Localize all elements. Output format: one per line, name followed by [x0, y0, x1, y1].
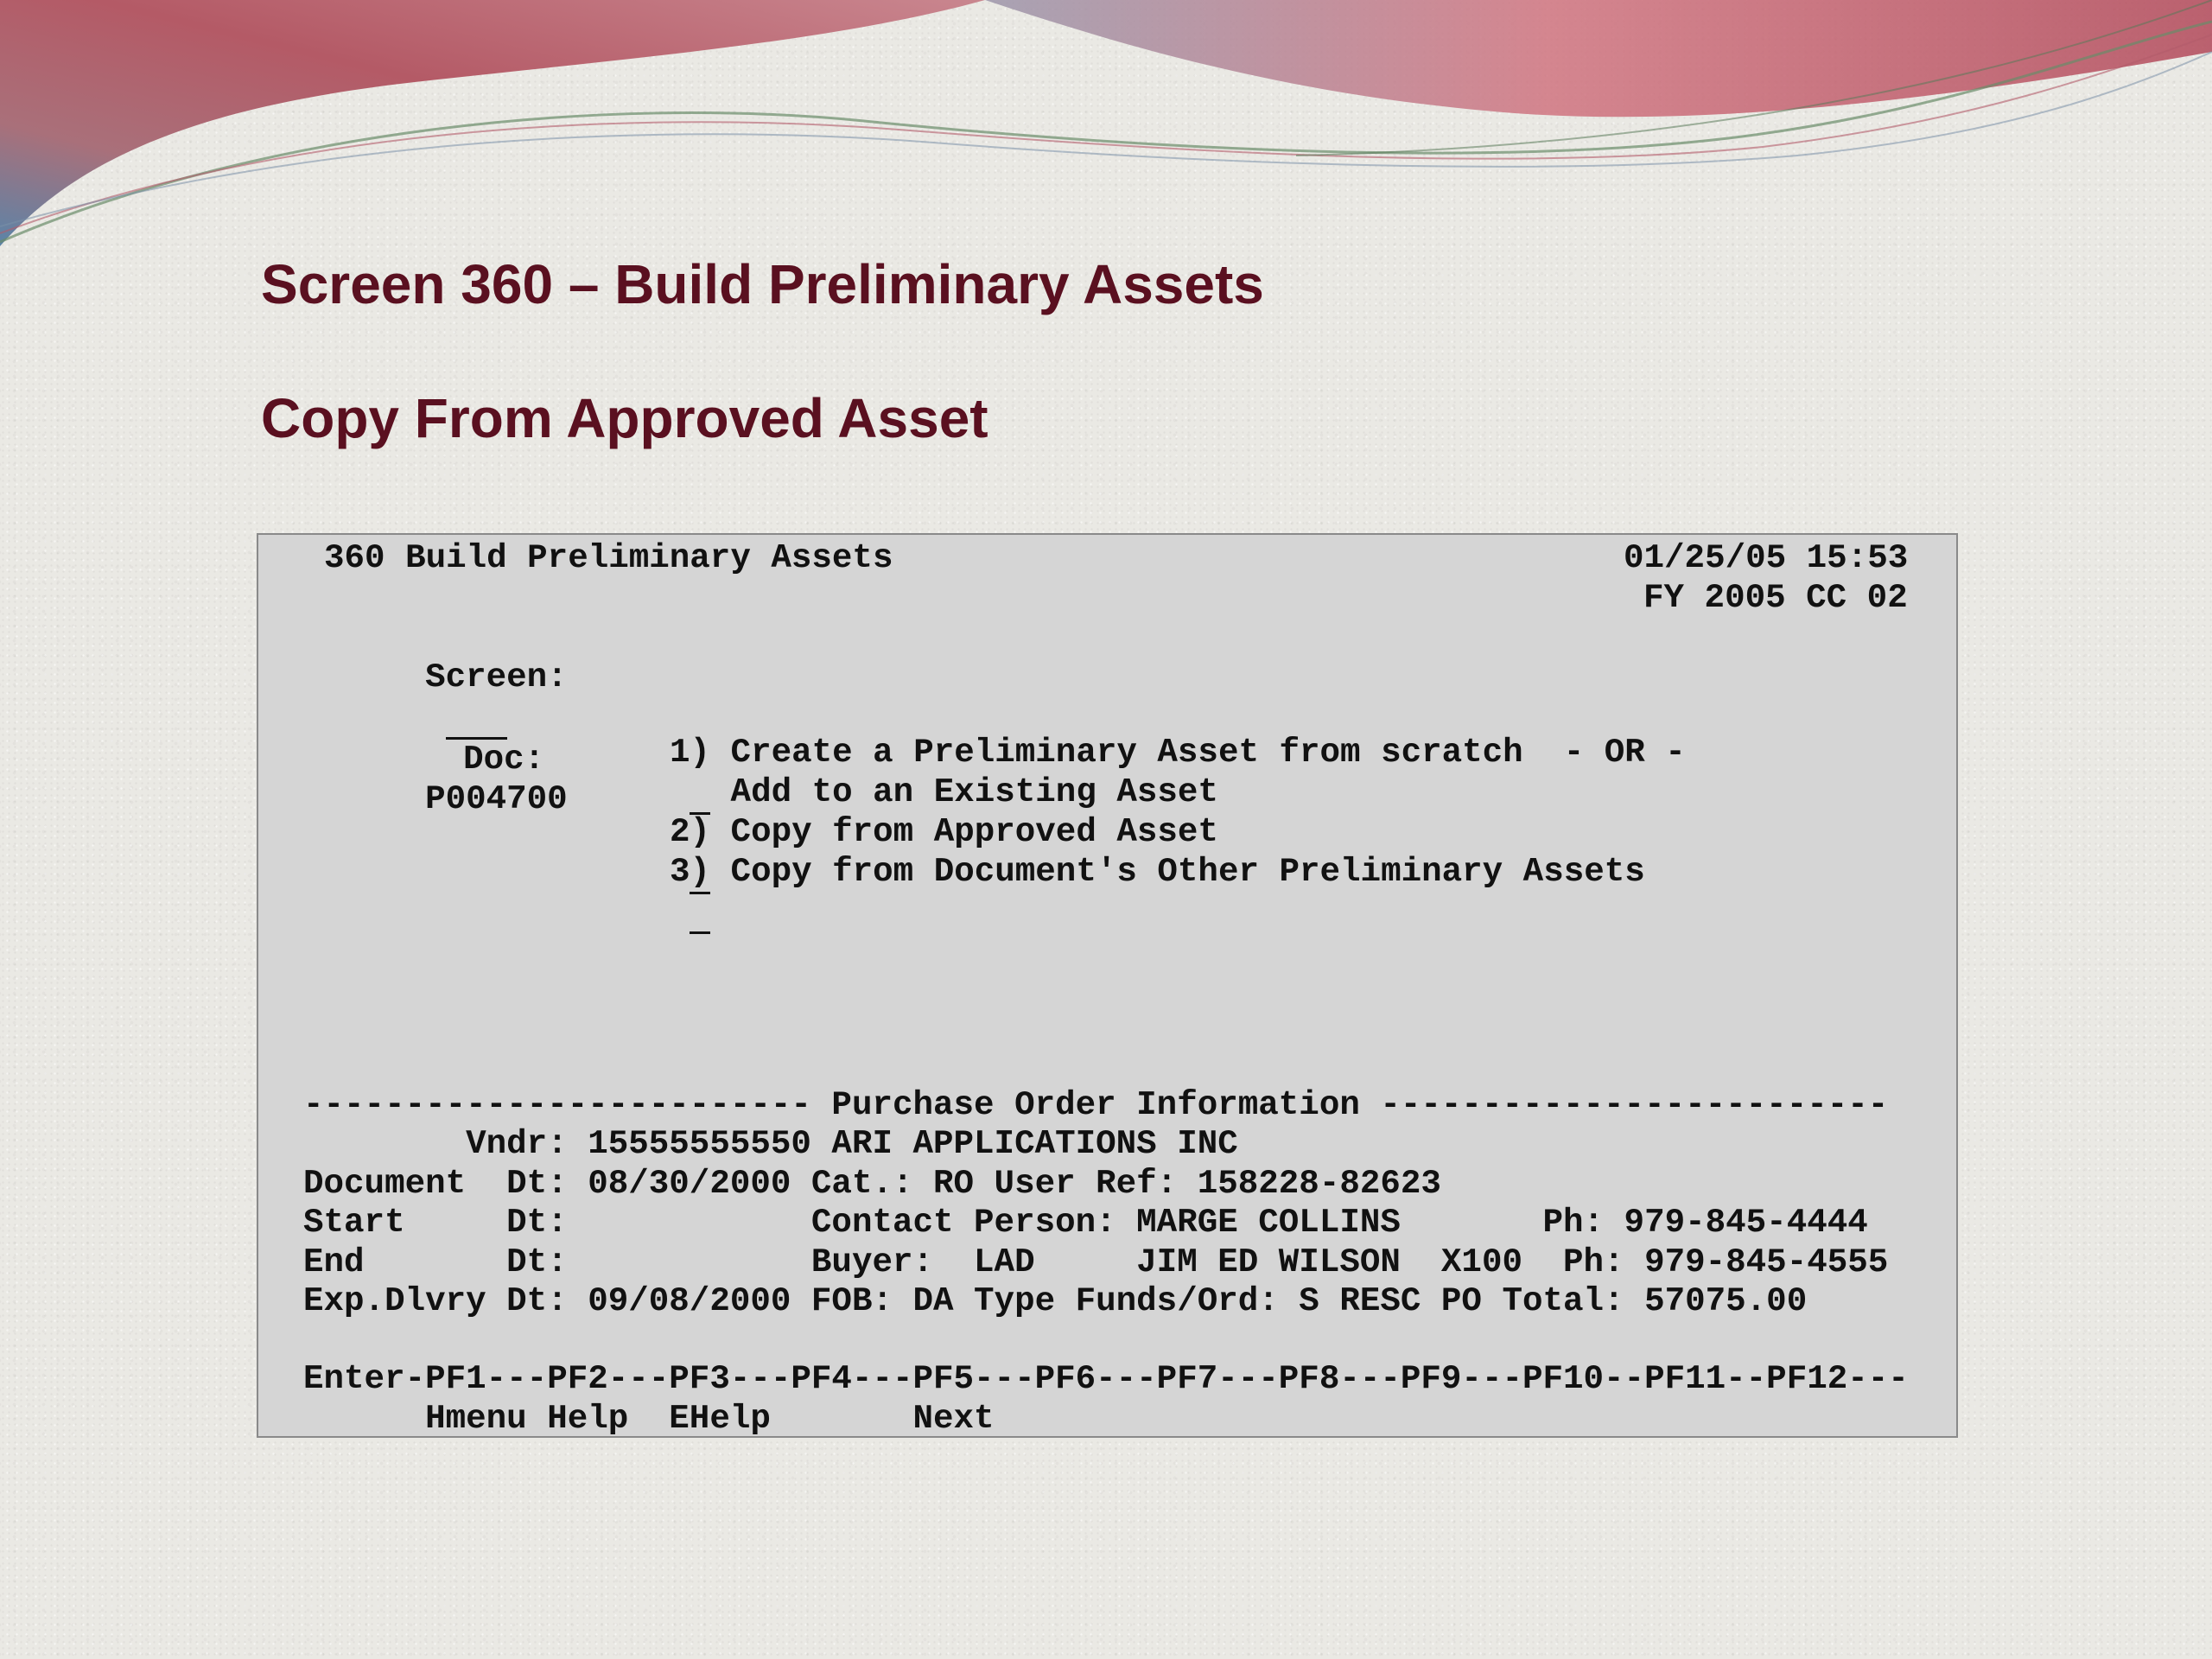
- po-vendor-line: Vndr: 15555555550 ARI APPLICATIONS INC: [303, 1124, 1238, 1163]
- datetime-stamp: 01/25/05 15:53: [1624, 538, 1909, 577]
- decorative-wave-banner: [0, 0, 2212, 259]
- slide-subtitle: Copy From Approved Asset: [261, 387, 988, 449]
- mainframe-terminal-screen: [257, 533, 1958, 1438]
- po-start-line: Start Dt: Contact Person: MARGE COLLINS Ph: 979-845-4444: [303, 1203, 1868, 1242]
- po-expdlvry-line: Exp.Dlvry Dt: 09/08/2000 FOB: DA Type Funds/Ord: S RESC PO Total: 57075.00: [303, 1281, 1808, 1320]
- pf-keys-row[interactable]: Enter-PF1---PF2---PF3---PF4---PF5---PF6---PF7---PF8---PF9---PF10--PF11--PF12---: [303, 1359, 1909, 1398]
- po-info-header: ------------------------- Purchase Order Information -------------------------: [303, 1085, 1889, 1124]
- screen-input[interactable]: [446, 697, 507, 740]
- option-1-text-line2: Add to an Existing Asset: [670, 772, 1218, 811]
- slide-title: Screen 360 – Build Preliminary Assets: [261, 253, 1264, 315]
- option-3-text: 3) Copy from Document's Other Preliminary Assets: [670, 852, 1645, 891]
- option-2-text: 2) Copy from Approved Asset: [670, 812, 1218, 851]
- po-end-line: End Dt: Buyer: LAD JIM ED WILSON X100 Ph: 979-845-4555: [303, 1243, 1889, 1281]
- po-document-line: Document Dt: 08/30/2000 Cat.: RO User Ref: 158228-82623: [303, 1164, 1441, 1203]
- screen-doc-row: [344, 618, 568, 859]
- screen-label: Screen:: [425, 658, 568, 696]
- doc-label: Doc:: [463, 740, 545, 779]
- option-1-text: 1) Create a Preliminary Asset from scratch - OR -: [670, 733, 1686, 772]
- pf-labels-row: Hmenu Help EHelp Next: [303, 1399, 995, 1438]
- fiscal-year-cc: FY 2005 CC 02: [1643, 578, 1908, 617]
- doc-value: P004700: [425, 779, 568, 818]
- screen-title: 360 Build Preliminary Assets: [324, 538, 893, 577]
